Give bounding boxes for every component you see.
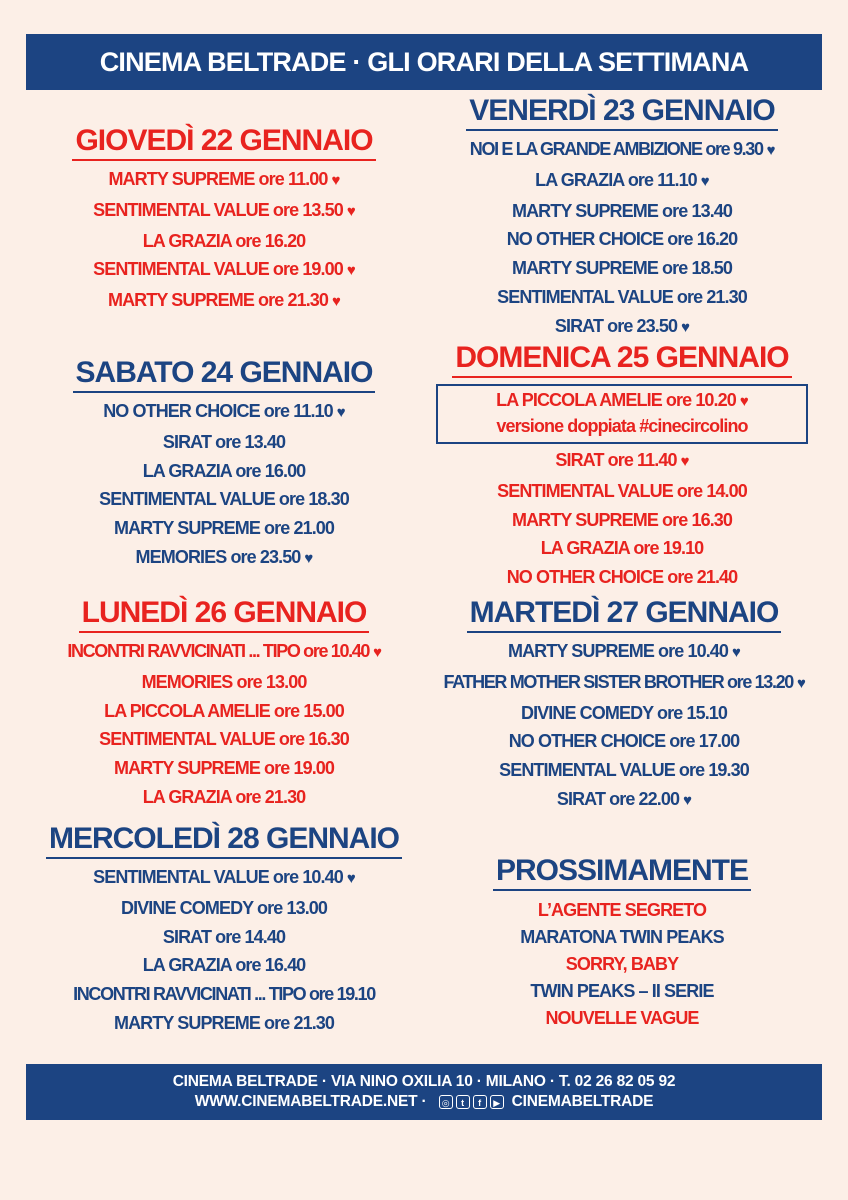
footer-banner bbox=[26, 1064, 822, 1120]
day-title: DOMENICA 25 GENNAIO bbox=[452, 341, 791, 378]
coming-soon-item: MARATONA TWIN PEAKS bbox=[520, 927, 724, 947]
day-title: VENERDÌ 23 GENNAIO bbox=[466, 94, 777, 131]
day-domenica bbox=[422, 341, 822, 592]
heart-icon: ♥ bbox=[373, 644, 381, 661]
twitter-icon[interactable]: t bbox=[456, 1095, 470, 1109]
showtime-row: NOI E LA GRANDE AMBIZIONE ore 9.30 ♥ bbox=[469, 139, 775, 159]
instagram-icon[interactable]: ◎ bbox=[439, 1095, 453, 1109]
header-banner bbox=[26, 34, 822, 90]
showtime-row: LA GRAZIA ore 16.00 bbox=[142, 460, 306, 481]
heart-icon: ♥ bbox=[766, 142, 775, 159]
coming-soon-item: SORRY, BABY bbox=[565, 954, 679, 974]
day-title: LUNEDÌ 26 GENNAIO bbox=[79, 596, 370, 633]
showtime-row: MARTY SUPREME ore 13.40 bbox=[511, 200, 733, 221]
showtime-row: SENTIMENTAL VALUE ore 19.00 ♥ bbox=[93, 259, 355, 280]
special-screening-title: LA PICCOLA AMELIE ore 10.20 ♥ bbox=[496, 390, 748, 410]
day-sabato bbox=[26, 356, 422, 574]
showtime-row: NO OTHER CHOICE ore 17.00 bbox=[508, 731, 740, 752]
showtime-row: SENTIMENTAL VALUE ore 19.30 bbox=[499, 760, 749, 781]
coming-soon-item: TWIN PEAKS – II SERIE bbox=[530, 981, 714, 1001]
heart-icon: ♥ bbox=[681, 318, 690, 336]
showtime-row: SENTIMENTAL VALUE ore 18.30 bbox=[99, 489, 349, 510]
heart-icon: ♥ bbox=[346, 870, 355, 887]
heart-icon: ♥ bbox=[739, 393, 748, 410]
showtime-row: MEMORIES ore 23.50 ♥ bbox=[135, 546, 313, 567]
day-title: MARTEDÌ 27 GENNAIO bbox=[467, 596, 782, 633]
showtime-row: LA GRAZIA ore 19.10 bbox=[540, 538, 704, 559]
day-title: MERCOLEDÌ 28 GENNAIO bbox=[46, 822, 402, 859]
day-venerdi bbox=[422, 94, 822, 343]
day-title: SABATO 24 GENNAIO bbox=[73, 356, 376, 393]
showtime-row: MARTY SUPREME ore 16.30 bbox=[511, 509, 733, 530]
showtime-row: LA PICCOLA AMELIE ore 15.00 bbox=[104, 700, 344, 721]
showtime-row: MARTY SUPREME ore 21.30 bbox=[113, 1012, 335, 1033]
day-title: GIOVEDÌ 22 GENNAIO bbox=[72, 124, 375, 161]
heart-icon: ♥ bbox=[332, 293, 341, 311]
showtime-row: FATHER MOTHER SISTER BROTHER ore 13.20 ♥ bbox=[443, 671, 805, 692]
showtime-row: MARTY SUPREME ore 18.50 bbox=[511, 258, 733, 279]
showtime-row: SIRAT ore 14.40 bbox=[162, 926, 286, 947]
showtime-row: SENTIMENTAL VALUE ore 13.50 ♥ bbox=[93, 199, 355, 220]
coming-soon-item: L’AGENTE SEGRETO bbox=[537, 900, 707, 920]
showtime-row: LA GRAZIA ore 16.40 bbox=[142, 955, 306, 976]
heart-icon: ♥ bbox=[346, 202, 355, 220]
showtime-row: SIRAT ore 23.50 ♥ bbox=[554, 315, 690, 336]
showtime-row: SENTIMENTAL VALUE ore 10.40 ♥ bbox=[93, 867, 355, 887]
coming-soon-title: PROSSIMAMENTE bbox=[493, 854, 751, 891]
heart-icon: ♥ bbox=[732, 644, 741, 661]
showtime-row: MARTY SUPREME ore 21.00 bbox=[113, 518, 335, 539]
showtime-row: SIRAT ore 13.40 bbox=[162, 431, 286, 452]
showtime-row: LA GRAZIA ore 16.20 bbox=[142, 230, 306, 251]
showtime-row: SENTIMENTAL VALUE ore 14.00 bbox=[497, 480, 747, 501]
heart-icon: ♥ bbox=[680, 453, 689, 470]
showtime-row: SENTIMENTAL VALUE ore 21.30 bbox=[497, 286, 747, 307]
showtime-row: LA GRAZIA ore 21.30 bbox=[142, 786, 306, 807]
coming-soon-item: NOUVELLE VAGUE bbox=[545, 1008, 699, 1028]
footer-contacts bbox=[26, 1092, 822, 1112]
showtime-row: DIVINE COMEDY ore 13.00 bbox=[120, 897, 328, 918]
showtime-row: NO OTHER CHOICE ore 11.10 ♥ bbox=[103, 401, 345, 421]
showtime-row: MARTY SUPREME ore 10.40 ♥ bbox=[507, 641, 741, 661]
showtime-row: SENTIMENTAL VALUE ore 16.30 bbox=[99, 729, 349, 750]
heart-icon: ♥ bbox=[336, 404, 345, 421]
day-giovedi bbox=[26, 124, 422, 317]
facebook-icon[interactable]: f bbox=[473, 1095, 487, 1109]
social-icons bbox=[439, 1095, 504, 1109]
showtime-row: INCONTRI RAVVICINATI ... TIPO ore 10.40 ♥ bbox=[67, 641, 381, 661]
showtime-row: SIRAT ore 11.40 ♥ bbox=[555, 450, 689, 470]
footer-address: CINEMA BELTRADE · VIA NINO OXILIA 10 · MILANO · T. 02 26 82 05 92 bbox=[172, 1073, 676, 1090]
heart-icon: ♥ bbox=[700, 172, 709, 190]
day-mercoledi bbox=[22, 822, 426, 1038]
heart-icon: ♥ bbox=[304, 549, 313, 567]
page-title: CINEMA BELTRADE · GLI ORARI DELLA SETTIMANA bbox=[99, 47, 749, 77]
heart-icon: ♥ bbox=[796, 674, 805, 692]
special-screening-box bbox=[436, 384, 808, 444]
showtime-row: MARTY SUPREME ore 21.30 ♥ bbox=[107, 290, 341, 311]
showtime-row: NO OTHER CHOICE ore 21.40 bbox=[506, 567, 738, 588]
special-screening-note: versione doppiata #cinecircolino bbox=[496, 416, 748, 436]
showtime-row: NO OTHER CHOICE ore 16.20 bbox=[506, 229, 738, 250]
day-lunedi bbox=[22, 596, 426, 812]
showtime-row: SIRAT ore 22.00 ♥ bbox=[556, 788, 692, 809]
coming-soon bbox=[422, 854, 822, 1032]
showtime-row: MEMORIES ore 13.00 bbox=[141, 671, 307, 692]
showtime-row: LA GRAZIA ore 11.10 ♥ bbox=[535, 169, 709, 190]
social-handle: CINEMABELTRADE bbox=[511, 1093, 654, 1110]
showtime-row: DIVINE COMEDY ore 15.10 bbox=[520, 702, 728, 723]
youtube-icon[interactable]: ▶ bbox=[490, 1095, 504, 1109]
day-martedi bbox=[422, 596, 826, 816]
heart-icon: ♥ bbox=[331, 172, 340, 189]
heart-icon: ♥ bbox=[683, 791, 692, 809]
showtime-row: MARTY SUPREME ore 19.00 bbox=[113, 758, 335, 779]
website-link[interactable]: WWW.CINEMABELTRADE.NET · bbox=[194, 1093, 427, 1110]
showtime-row: MARTY SUPREME ore 11.00 ♥ bbox=[108, 169, 340, 189]
showtime-row: INCONTRI RAVVICINATI ... TIPO ore 19.10 bbox=[73, 984, 375, 1005]
heart-icon: ♥ bbox=[346, 262, 355, 280]
